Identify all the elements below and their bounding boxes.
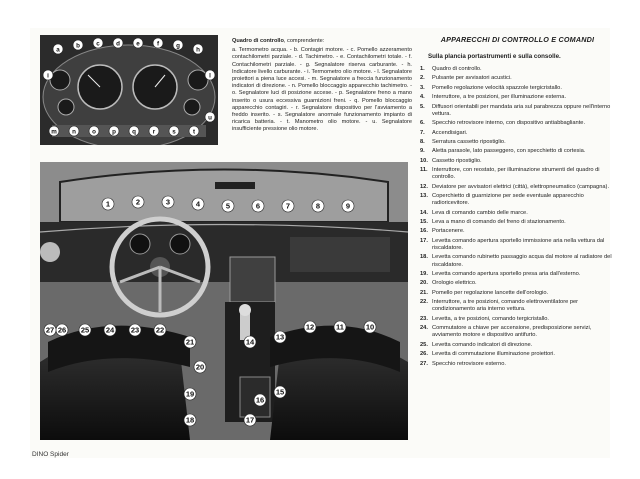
list-item-text: Levetta, a tre posizioni, comando tergicristallo.	[432, 315, 549, 322]
list-item	[420, 299, 615, 313]
list-item	[420, 120, 615, 127]
callout-label: 21	[185, 337, 195, 347]
list-item-number: 25.	[420, 341, 428, 348]
list-item-number: 2.	[420, 75, 425, 82]
callout-label: 25	[80, 325, 90, 335]
callout-label: 14	[245, 337, 255, 347]
list-item-number: 10.	[420, 157, 428, 164]
list-item-text: Cassetto ripostiglio.	[432, 157, 482, 164]
list-item-text: Portacenere.	[432, 228, 465, 235]
list-item	[420, 228, 615, 235]
list-item-text: Leva a mano di comando del freno di stazionamento.	[432, 219, 566, 226]
callout-label: 26	[57, 325, 67, 335]
list-item-text: Levetta comando apertura sportello immissione aria nella vettura dal riscaldatore.	[432, 237, 605, 252]
list-item-number: 7.	[420, 129, 425, 136]
instrument-panel-intro: comprendente:	[287, 38, 325, 44]
list-item	[420, 316, 615, 323]
callout-label: 11	[336, 322, 344, 332]
list-item-number: 8.	[420, 138, 425, 145]
list-item-number: 26.	[420, 351, 428, 358]
list-item	[420, 361, 615, 368]
list-item-text: Accendisigari.	[432, 129, 468, 136]
list-item	[420, 104, 615, 118]
list-item-text: Levetta comando rubinetto passaggio acqua dal motore al radiatore del riscaldatore.	[432, 254, 612, 268]
instrument-panel-heading: Quadro di controllo	[232, 38, 284, 44]
callout-label: g	[176, 42, 180, 50]
callout-label: 16	[255, 395, 265, 405]
callout-label: 5	[225, 201, 231, 211]
list-item-number: 13.	[420, 193, 428, 200]
callout-label: q	[132, 128, 136, 136]
list-item	[420, 210, 615, 217]
list-item-text: Interruttore, a tre posizioni, per illuminazione esterna.	[432, 94, 567, 101]
callout-label: 19	[185, 389, 195, 399]
callout-label: 8	[315, 201, 321, 211]
instrument-panel-description: a. Termometro acqua. - b. Contagiri motore. - c. Pomello azzeramento contachilometri parziale. - d. Tachimetro. - e. Contachilometri totale. - f. Contachilometri parziale. - g. Segnalatore riserva carburante. - h. Indicatore livello carburante. - i. Termometro olio motore. - l. Segnalatore proiettori a piena luce accesi. - m. Segnalatore a freccia funzionamento indicatori di direzione. - n. Pomello bloccaggio apparecchio tachimetro. - o. Segnalatore luci di posizione accese. - p. Segnalatore freno a mano inserito o usura eccessiva guarnizioni freni. - q. Pomello bloccaggio apparecchio contagiri. - r. Segnalatore dispositivo per l'avviamento a freddo inserito. - s. Segnalatore anormale funzionamento impianto di ricarica batteria. - t. Manometro olio motore. - u. Segnalatore insufficiente pressione olio motore.	[232, 47, 412, 133]
callout-label: 27	[45, 325, 55, 335]
list-item-number: 6.	[420, 120, 425, 127]
callout-label: s	[172, 128, 176, 136]
list-item	[420, 193, 615, 207]
callout-label: c	[96, 40, 100, 48]
callout-label: l	[209, 72, 211, 80]
callout-label: 20	[195, 362, 205, 372]
callout-label: m	[51, 128, 57, 136]
list-item-text: Diffusori orientabili per mandata aria sul parabrezza oppure nell'interno vettura.	[432, 103, 611, 117]
callout-label: b	[76, 42, 80, 50]
list-item-text: Coperchietto di guarnizione per sede eventuale apparecchio radioricevitore.	[432, 193, 584, 207]
list-item	[420, 85, 615, 92]
list-item	[420, 94, 615, 101]
list-item	[420, 75, 615, 82]
list-item	[420, 290, 615, 297]
list-item-number: 22.	[420, 299, 428, 306]
controls-list	[420, 66, 615, 368]
list-item-number: 9.	[420, 148, 425, 155]
list-item-number: 18.	[420, 254, 428, 261]
controls-list-column	[420, 35, 615, 370]
callout-label: a	[56, 46, 60, 54]
list-item-number: 20.	[420, 280, 428, 287]
callout-label: 12	[305, 322, 315, 332]
list-item-number: 5.	[420, 103, 425, 110]
list-item-text: Specchio retrovisore esterno.	[432, 360, 506, 367]
list-item-number: 24.	[420, 325, 428, 332]
list-item-text: Aletta parasole, lato passeggero, con specchietto di cortesia.	[432, 148, 586, 155]
callout-label: 7	[285, 201, 291, 211]
list-item-number: 15.	[420, 219, 428, 226]
list-item-number: 12.	[420, 183, 428, 190]
list-item-text: Pulsante per avvisatori acustici.	[432, 75, 512, 82]
list-item	[420, 130, 615, 137]
list-item-text: Levetta comando indicatori di direzione.	[432, 341, 533, 348]
instrument-cluster-photo	[40, 35, 218, 145]
section-subtitle: Sulla plancia portastrumenti e sulla consolle.	[428, 53, 561, 60]
list-item-text: Levetta comando apertura sportello presa aria dall'esterno.	[432, 271, 581, 278]
list-item-number: 14.	[420, 209, 428, 216]
list-item	[420, 351, 615, 358]
page-footer: DINO Spider	[32, 451, 69, 458]
list-item	[420, 184, 615, 191]
callout-label: 2	[135, 197, 141, 207]
callout-label: 6	[255, 201, 261, 211]
callout-label: 3	[165, 197, 171, 207]
callout-label: 17	[245, 415, 255, 425]
list-item-number: 23.	[420, 315, 428, 322]
callout-label: t	[192, 128, 196, 136]
list-item-text: Deviatore per avvisatori elettrici (città), elettropneumatico (campagna).	[432, 183, 610, 190]
list-item-number: 4.	[420, 94, 425, 101]
list-item-number: 17.	[420, 237, 428, 244]
list-item-text: Specchio retrovisore interno, con dispositivo antiabbagliante.	[432, 120, 586, 127]
callout-label: 18	[185, 415, 195, 425]
callout-label: o	[92, 128, 96, 136]
callout-label: h	[196, 46, 200, 54]
instrument-panel-description-block: Quadro di controllo, comprendente: a. Termometro acqua. - b. Contagiri motore. - c. Pomello azzeramento contachilometri parziale. - d. Tachimetro. - e. Contachilometri totale. - f. Contachilometri parziale. - g. Segnalatore riserva carburante. - h. Indicatore livello carburante. - i. Termometro olio motore. - l. Segnalatore proiettori a piena luce accesi. - m. Segnalatore a freccia funzionamento indicatori di direzione. - n. Pomello bloccaggio apparecchio tachimetro. - o. Segnalatore luci di posizione accese. - p. Segnalatore freno a mano inserito o usura eccessiva guarnizioni freni. - q. Pomello bloccaggio apparecchio contagiri. - r. Segnalatore dispositivo per l'avviamento a freddo inserito. - s. Segnalatore anormale funzionamento impianto di ricarica batteria. - t. Manometro olio motore. - u. Segnalatore insufficiente pressione olio motore.	[232, 38, 412, 133]
callout-label: 24	[105, 325, 115, 335]
list-item-text: Pomello regolazione velocità spazzole tergicristallo.	[432, 84, 562, 91]
list-item	[420, 271, 615, 278]
list-item-text: Levetta di commutazione illuminazione proiettori.	[432, 351, 555, 358]
list-item	[420, 238, 615, 252]
list-item	[420, 66, 615, 73]
list-item	[420, 167, 615, 181]
callout-label: 4	[195, 199, 201, 209]
list-item-text: Pomello per regolazione lancette dell'orologio.	[432, 289, 549, 296]
callout-label: 22	[155, 325, 165, 335]
callout-label: 13	[275, 332, 285, 342]
interior-dashboard-photo	[40, 162, 408, 440]
list-item	[420, 325, 615, 339]
list-item	[420, 158, 615, 165]
list-item-text: Orologio elettrico.	[432, 280, 477, 287]
callout-label: i	[47, 72, 49, 80]
section-title: APPARECCHI DI CONTROLLO E COMANDI	[440, 35, 595, 44]
list-item	[420, 139, 615, 146]
list-item-number: 21.	[420, 289, 428, 296]
list-item-number: 1.	[420, 66, 425, 72]
callout-label: 10	[365, 322, 375, 332]
callout-label: r	[152, 128, 156, 136]
list-item-number: 19.	[420, 271, 428, 278]
callout-label: 9	[345, 201, 351, 211]
list-item	[420, 254, 615, 268]
callout-label: 23	[130, 325, 140, 335]
list-item-text: Interruttore, a tre posizioni, comando elettroventilatore per condizionamento aria interno vettura.	[432, 299, 579, 313]
callout-label: f	[156, 40, 160, 48]
callout-label: 1	[105, 199, 111, 209]
list-item-text: Commutatore a chiave per accensione, predisposizione servizi, avviamento motore e dispositivo antifurto.	[432, 325, 592, 339]
list-item-number: 27.	[420, 360, 428, 367]
callout-label: d	[116, 40, 120, 48]
list-item-number: 3.	[420, 84, 425, 91]
callout-label: u	[208, 114, 212, 122]
list-item-text: Quadro di controllo.	[432, 66, 482, 72]
list-item	[420, 148, 615, 155]
callout-label: e	[136, 40, 140, 48]
list-item-text: Serratura cassetto ripostiglio.	[432, 138, 506, 145]
list-item	[420, 342, 615, 349]
list-item	[420, 219, 615, 226]
list-item-number: 16.	[420, 228, 428, 235]
list-item-text: Leva di comando cambio delle marce.	[432, 209, 528, 216]
list-item	[420, 280, 615, 287]
callout-label: 15	[275, 387, 285, 397]
list-item-text: Interruttore, con reostato, per illuminazione strumenti del quadro di controllo.	[432, 167, 600, 181]
callout-label: p	[112, 128, 116, 136]
list-item-number: 11.	[420, 167, 428, 174]
callout-label: n	[72, 128, 76, 136]
